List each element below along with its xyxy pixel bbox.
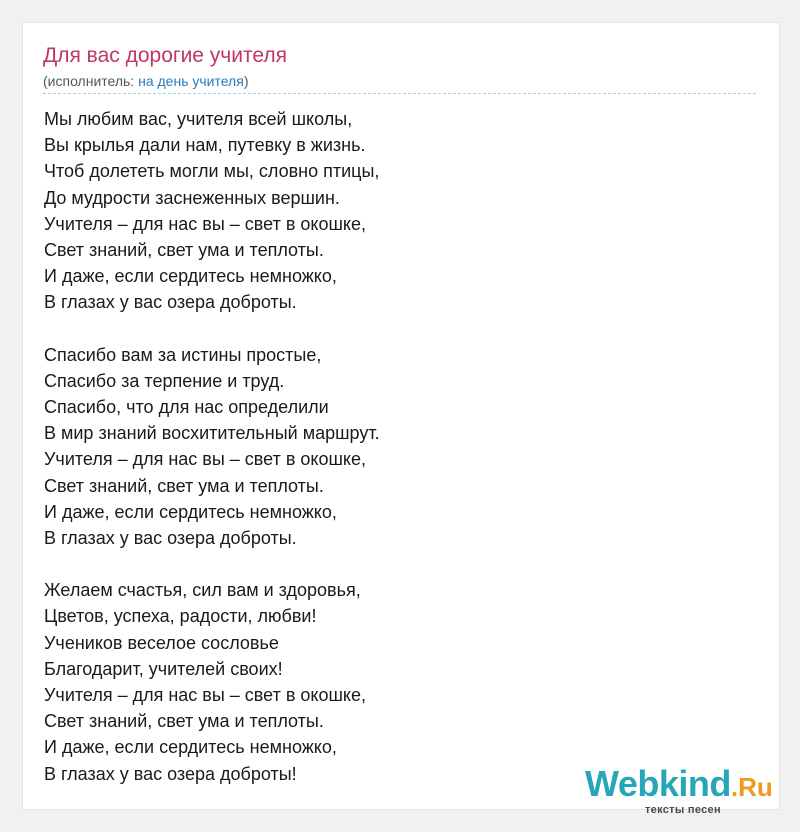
artist-suffix: ) (243, 73, 249, 89)
lyric-line: Чтоб долететь могли мы, словно птицы, (44, 161, 380, 182)
artist-line (43, 73, 248, 89)
song-title: Для вас дорогие учителя (43, 44, 287, 67)
lyric-line: Учеников веселое сословье (44, 632, 279, 653)
logo-brand: Webkind (585, 763, 731, 804)
lyric-line: Свет знаний, свет ума и теплоты. (44, 240, 324, 261)
lyric-line: В глазах у вас озера доброты. (44, 292, 297, 313)
lyrics-card (22, 22, 780, 816)
lyric-line: Учителя – для нас вы – свет в окошке, (44, 213, 367, 234)
lyric-line: В глазах у вас озера доброты. (44, 528, 297, 549)
lyric-line: Свет знаний, свет ума и теплоты. (44, 475, 324, 496)
lyric-line: В глазах у вас озера доброты! (44, 763, 297, 784)
lyric-line: Учителя – для нас вы – свет в окошке, (44, 685, 367, 706)
lyric-line: До мудрости заснеженных вершин. (44, 187, 340, 208)
lyric-line: Спасибо, что для нас определили (44, 397, 329, 418)
lyric-line: Учителя – для нас вы – свет в окошке, (44, 449, 367, 470)
lyric-line: Вы крылья дали нам, путевку в жизнь. (44, 135, 366, 156)
lyric-line: Спасибо вам за истины простые, (44, 344, 322, 365)
artist-link[interactable]: на день учителя (138, 73, 244, 89)
lyric-line: Спасибо за терпение и труд. (44, 370, 285, 391)
lyric-line: И даже, если сердитесь немножко, (44, 501, 337, 522)
lyrics-body (44, 106, 744, 813)
lyric-line: В мир знаний восхитительный маршрут. (44, 423, 380, 444)
webkind-logo[interactable] (585, 763, 773, 816)
lyric-line: И даже, если сердитесь немножко, (44, 266, 337, 287)
lyric-line: Благодарит, учителей своих! (44, 658, 283, 679)
dashed-divider (43, 93, 756, 94)
stanza-2 (44, 342, 744, 552)
logo-tagline: тексты песен (645, 804, 721, 816)
lyric-line: Желаем счастья, сил вам и здоровья, (44, 580, 361, 601)
stanza-3 (44, 577, 744, 787)
lyric-line: Мы любим вас, учителя всей школы, (44, 109, 353, 129)
artist-prefix: (исполнитель: (43, 73, 139, 89)
logo-tld: .Ru (730, 772, 773, 802)
lyric-line: И даже, если сердитесь немножко, (44, 737, 337, 758)
stanza-1 (44, 106, 744, 316)
lyric-line: Цветов, успеха, радости, любви! (44, 606, 317, 627)
lyric-line: Свет знаний, свет ума и теплоты. (44, 711, 324, 732)
